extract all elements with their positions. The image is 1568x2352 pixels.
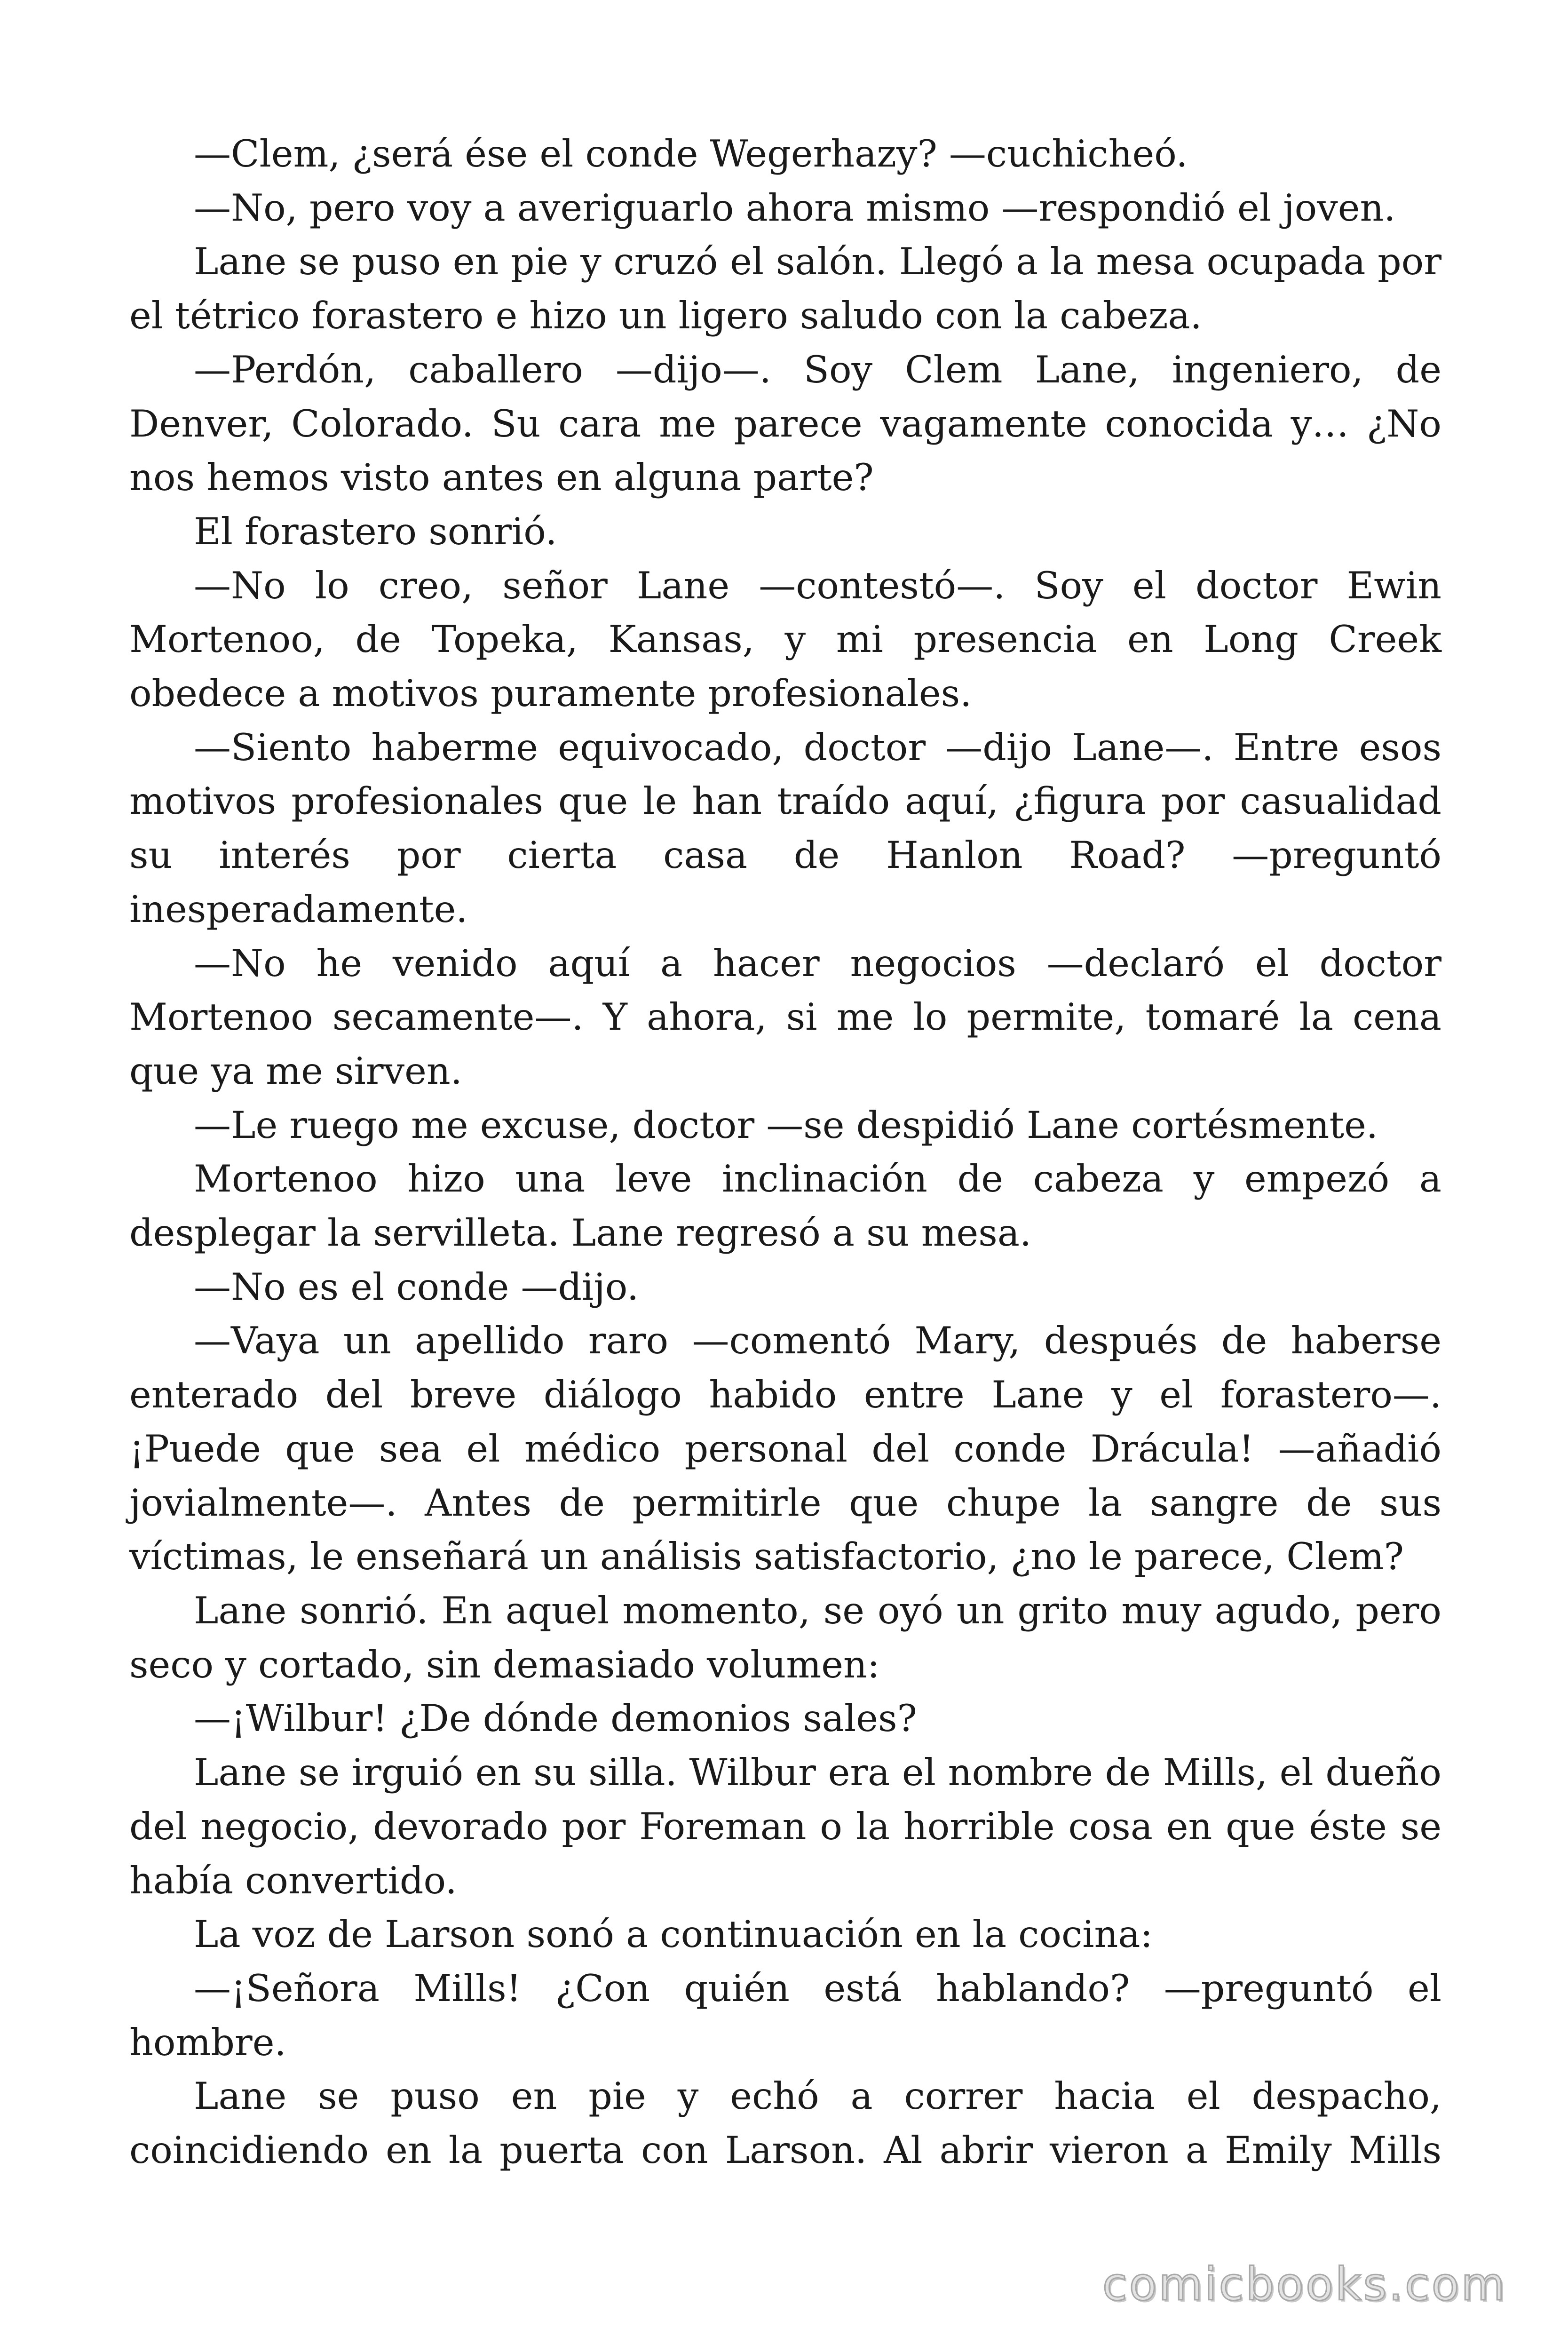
paragraph: —Le ruego me excuse, doctor —se despidió Lane cortésmente. xyxy=(194,1103,1378,1147)
paragraph: Lane se puso en pie y cruzó el salón. Llegó a la mesa ocupada por el tétrico forastero e hizo un ligero saludo con la cabeza. xyxy=(129,240,1441,338)
paragraph: La voz de Larson sonó a continuación en la cocina: xyxy=(194,1913,1153,1956)
book-page-text xyxy=(129,127,1441,2177)
paragraph: —No lo creo, señor Lane —contestó—. Soy el doctor Ewin Mortenoo, de Topeka, Kansas, y mi presencia en Long Creek obedece a motivos puramente profesionales. xyxy=(129,564,1441,715)
paragraph: El forastero sonrió. xyxy=(194,509,557,553)
paragraph: —Siento haberme equivocado, doctor —dijo Lane—. Entre esos motivos profesionales que le han traído aquí, ¿figura por casualidad su interés por cierta casa de Hanlon Road? —preguntó inesperadamente. xyxy=(129,725,1441,931)
paragraph: Lane se irguió en su silla. Wilbur era el nombre de Mills, el dueño del negocio, devorado por Foreman o la horrible cosa en que éste se había convertido. xyxy=(129,1751,1441,1902)
paragraph: —Perdón, caballero —dijo—. Soy Clem Lane, ingeniero, de Denver, Colorado. Su cara me parece vagamente conocida y… ¿No nos hemos visto antes en alguna parte? xyxy=(129,348,1441,500)
paragraph: Lane se puso en pie y echó a correr hacia el despacho, coincidiendo en la puerta con Larson. Al abrir vieron a Emily Mills xyxy=(129,2074,1441,2172)
paragraph: —Vaya un apellido raro —comentó Mary, después de haberse enterado del breve diálogo habido entre Lane y el forastero—. ¡Puede que sea el médico personal del conde Drácula! —añadió jovialmente—. Antes de permitirle que chupe la sangre de sus víctimas, le enseñará un análisis satisfactorio, ¿no le parece, Clem? xyxy=(129,1319,1441,1579)
watermark: comicbooks.com xyxy=(1102,2258,1507,2311)
paragraph: —¡Señora Mills! ¿Con quién está hablando? —preguntó el hombre. xyxy=(129,1966,1441,2064)
paragraph: —¡Wilbur! ¿De dónde demonios sales? xyxy=(194,1697,917,1740)
paragraph: Mortenoo hizo una leve inclinación de cabeza y empezó a desplegar la servilleta. Lane regresó a su mesa. xyxy=(129,1157,1441,1255)
paragraph: —Clem, ¿será ése el conde Wegerhazy? —cuchicheó. xyxy=(194,132,1188,175)
paragraph: —No he venido aquí a hacer negocios —declaró el doctor Mortenoo secamente—. Y ahora, si me lo permite, tomaré la cena que ya me sirven. xyxy=(129,941,1441,1093)
paragraph: Lane sonrió. En aquel momento, se oyó un grito muy agudo, pero seco y cortado, sin demasiado volumen: xyxy=(129,1589,1441,1686)
paragraph: —No es el conde —dijo. xyxy=(194,1265,639,1309)
paragraph: —No, pero voy a averiguarlo ahora mismo —respondió el joven. xyxy=(194,186,1396,230)
